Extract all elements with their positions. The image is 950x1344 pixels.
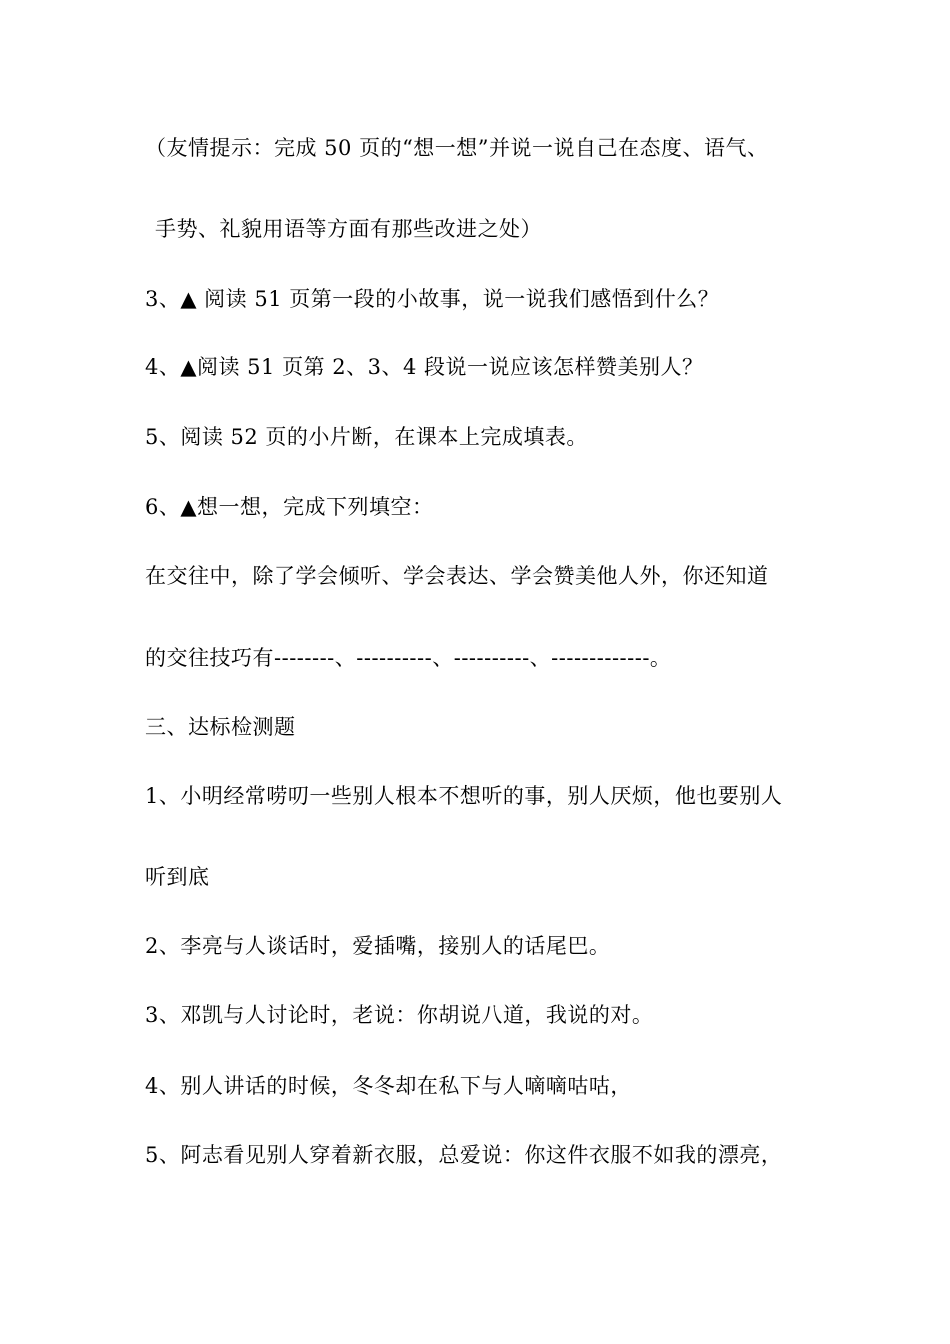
test-item-2: 2、李亮与人谈话时，爱插嘴，接别人的话尾巴。 bbox=[145, 934, 611, 958]
test-item-1-cont: 听到底 bbox=[145, 865, 210, 889]
test-item-4: 4、别人讲话的时候，冬冬却在私下与人嘀嘀咕咕， bbox=[145, 1074, 632, 1098]
test-item-3: 3、邓凯与人讨论时，老说：你胡说八道，我说的对。 bbox=[145, 1003, 654, 1027]
hint-line-1: （友情提示：完成 50 页的“想一想”并说一说自己在态度、语气、 bbox=[145, 136, 769, 160]
fill-blank-line-1: 在交往中，除了学会倾听、学会表达、学会赞美他人外，你还知道 bbox=[145, 564, 769, 588]
task-6: 6、▲想一想，完成下列填空： bbox=[145, 495, 434, 519]
hint-line-2: 手势、礼貌用语等方面有那些改进之处） bbox=[155, 217, 542, 241]
task-5: 5、阅读 52 页的小片断，在课本上完成填表。 bbox=[145, 425, 588, 449]
task-3: 3、▲ 阅读 51 页第一段的小故事，说一说我们感悟到什么？ bbox=[145, 287, 720, 311]
test-item-5: 5、阿志看见别人穿着新衣服，总爱说：你这件衣服不如我的漂亮， bbox=[145, 1143, 783, 1167]
task-4: 4、▲阅读 51 页第 2、3、4 段说一说应该怎样赞美别人？ bbox=[145, 355, 704, 379]
test-item-1: 1、小明经常唠叨一些别人根本不想听的事，别人厌烦，他也要别人 bbox=[145, 784, 783, 808]
fill-blank-line-2: 的交往技巧有--------、----------、----------、-------------。 bbox=[145, 646, 672, 670]
section-heading: 三、达标检测题 bbox=[145, 715, 296, 739]
